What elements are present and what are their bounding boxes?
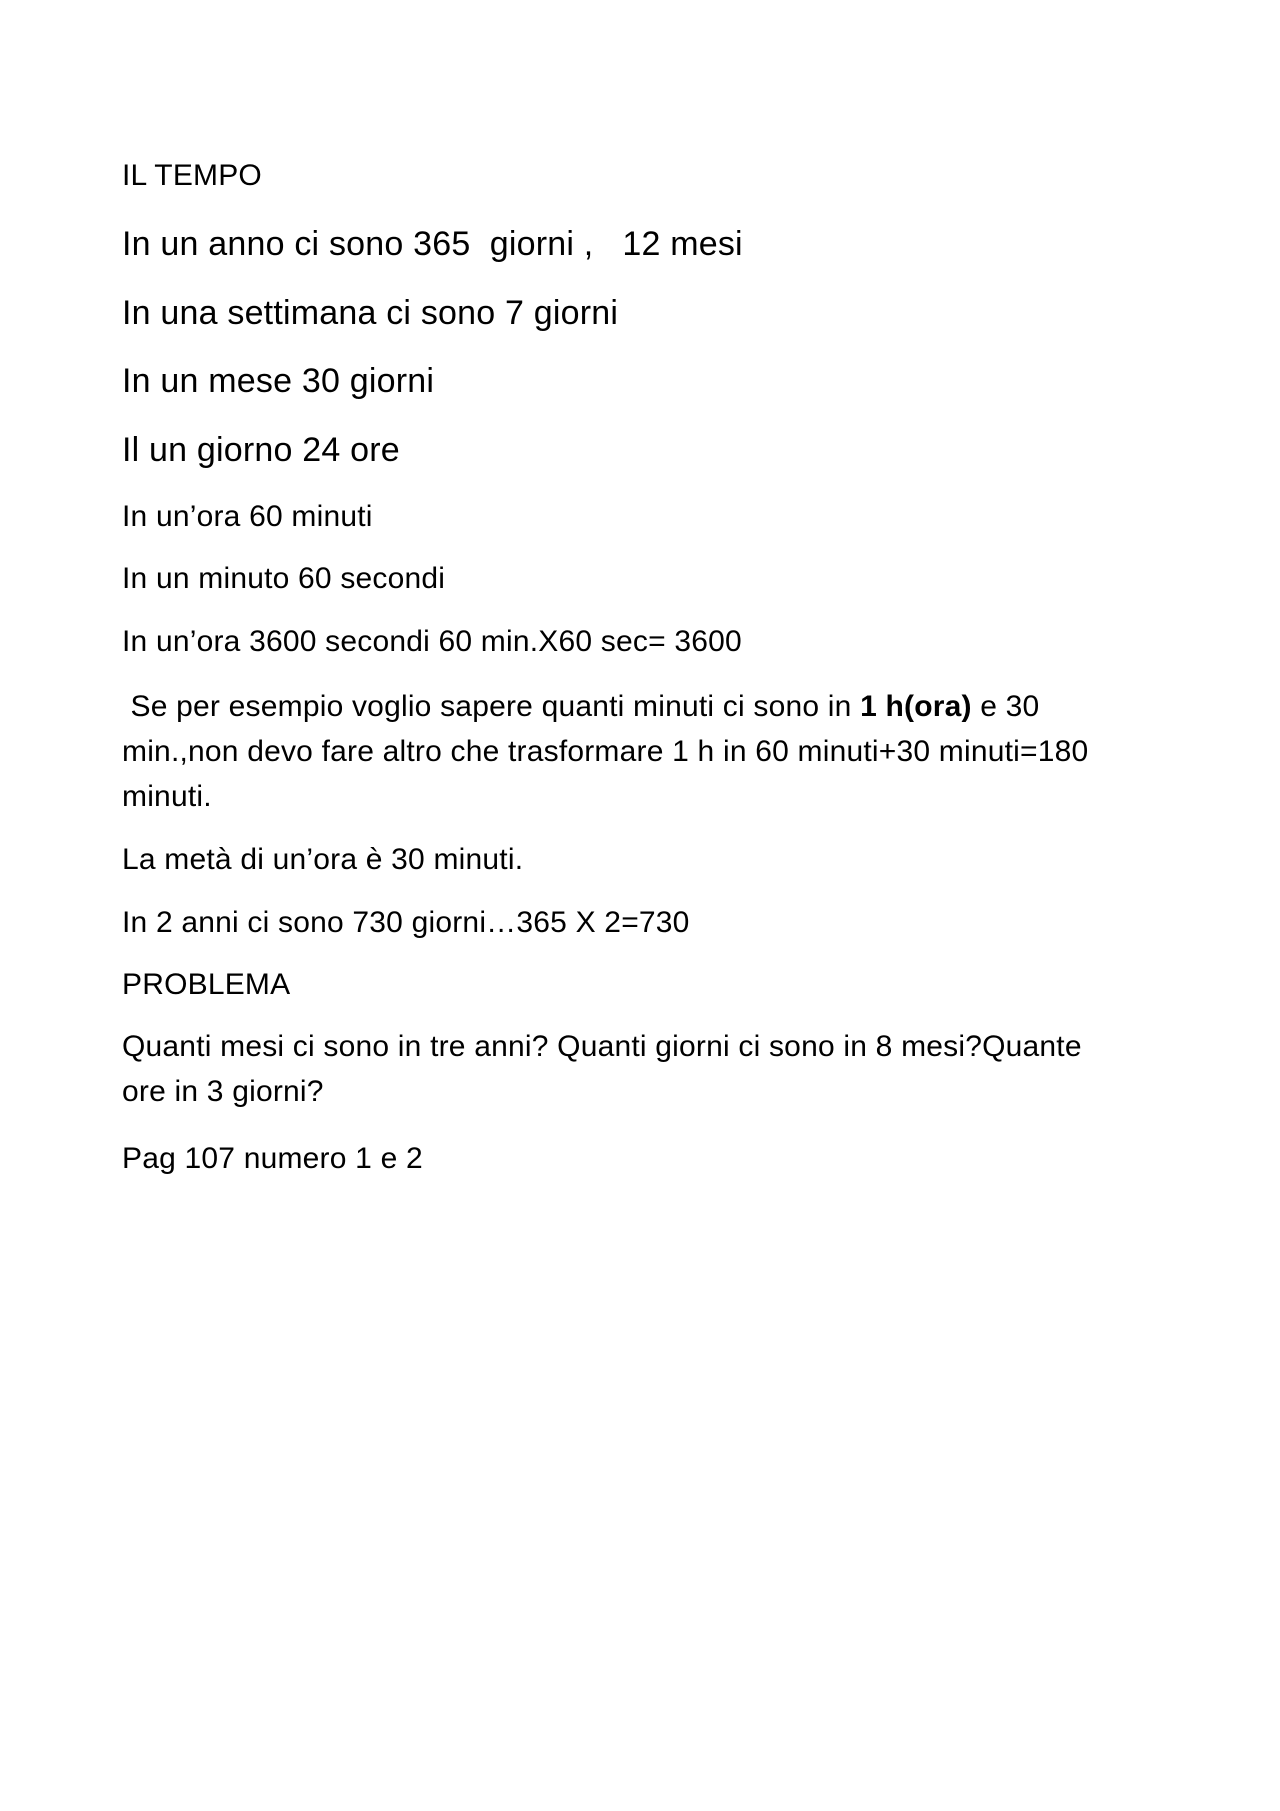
example-line-1 (122, 684, 1172, 729)
example-paragraph (122, 684, 1172, 819)
page-title: IL TEMPO (122, 159, 262, 192)
problem-line-1: Quanti mesi ci sono in tre anni? Quanti giorni ci sono in 8 mesi?Quante (122, 1030, 1082, 1063)
text-line-hour-seconds: In un’ora 3600 secondi 60 min.X60 sec= 3600 (122, 625, 742, 658)
example-line-3: minuti. (122, 780, 212, 813)
homework-line: Pag 107 numero 1 e 2 (122, 1142, 423, 1175)
problem-line-2: ore in 3 giorni? (122, 1075, 324, 1108)
problem-paragraph (122, 1024, 1172, 1114)
text-line-hour: In un’ora 60 minuti (122, 500, 373, 533)
text-line-week: In una settimana ci sono 7 giorni (122, 294, 619, 332)
text-line-two-years: In 2 anni ci sono 730 giorni…365 X 2=730 (122, 906, 690, 939)
example-bold-text: 1 h(ora) (860, 690, 972, 723)
text-line-minute: In un minuto 60 secondi (122, 562, 446, 595)
problem-heading: PROBLEMA (122, 968, 291, 1001)
text-line-year: In un anno ci sono 365 giorni , 12 mesi (122, 225, 743, 263)
text-line-month: In un mese 30 giorni (122, 362, 435, 400)
text-line-day: Il un giorno 24 ore (122, 431, 400, 469)
example-text-after-bold: e 30 (971, 690, 1040, 723)
example-line-2: min.,non devo fare altro che trasformare 1 h in 60 minuti+30 minuti=180 (122, 735, 1089, 768)
example-text-before-bold: Se per esempio voglio sapere quanti minuti ci sono in (122, 690, 861, 723)
text-line-half-hour: La metà di un’ora è 30 minuti. (122, 843, 524, 876)
